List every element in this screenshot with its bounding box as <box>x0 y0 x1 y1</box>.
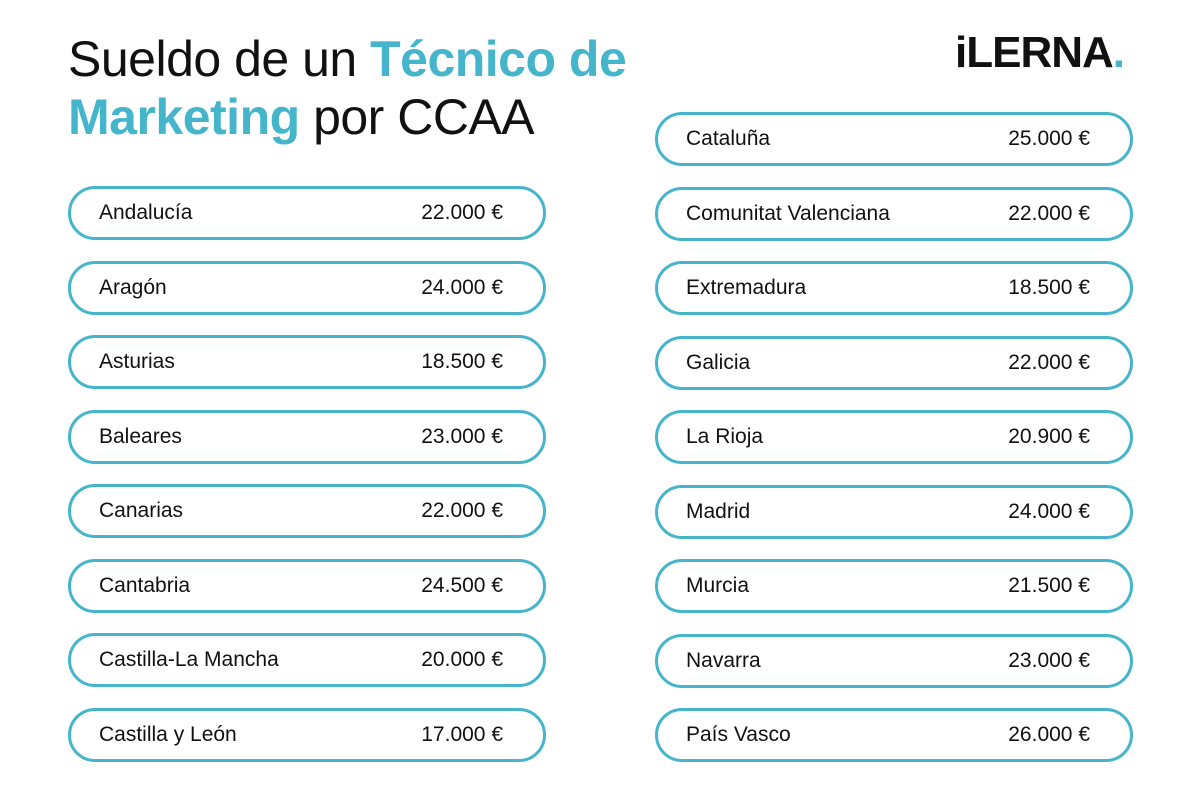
region-name: Castilla y León <box>99 722 237 746</box>
salary-value: 24.500 € <box>421 573 503 597</box>
salary-value: 21.500 € <box>1008 574 1090 597</box>
region-name: Canarias <box>99 499 184 522</box>
salary-row-baleares <box>68 410 546 464</box>
salary-value: 22.000 € <box>1008 201 1090 225</box>
salary-row-andalucia <box>68 186 546 240</box>
region-name: Galicia <box>686 350 751 374</box>
salary-row-cantabria <box>68 559 546 613</box>
salary-value: 26.000 € <box>1008 723 1090 746</box>
region-name: La Rioja <box>686 425 764 448</box>
region-name: Asturias <box>99 350 175 373</box>
region-name: Murcia <box>686 574 750 597</box>
right-salary-list <box>655 112 1133 783</box>
salary-row-la-rioja <box>655 410 1133 464</box>
region-name: País Vasco <box>686 723 791 746</box>
title-accent-2: Marketing <box>68 89 300 145</box>
salary-value: 22.000 € <box>1008 350 1090 374</box>
region-name: Madrid <box>686 499 751 523</box>
region-name: Castilla-La Mancha <box>99 648 279 671</box>
salary-value: 25.000 € <box>1008 127 1090 150</box>
salary-value: 18.500 € <box>421 350 503 373</box>
salary-value: 18.500 € <box>1008 276 1090 299</box>
region-name: Navarra <box>686 648 761 672</box>
salary-value: 22.000 € <box>421 499 503 522</box>
region-name: Baleares <box>99 424 182 448</box>
title-text-1: Sueldo de un <box>68 31 371 87</box>
salary-row-aragon <box>68 261 546 315</box>
salary-row-cataluna <box>655 112 1133 166</box>
page-title <box>68 30 626 146</box>
left-salary-list <box>68 186 546 782</box>
salary-row-castilla-la-mancha <box>68 633 546 687</box>
region-name: Aragón <box>99 275 167 299</box>
salary-row-canarias <box>68 484 546 538</box>
salary-value: 20.900 € <box>1008 425 1090 448</box>
salary-row-madrid <box>655 485 1133 539</box>
region-name: Comunitat Valenciana <box>686 201 890 225</box>
logo-dot: . <box>1112 28 1125 77</box>
salary-value: 17.000 € <box>421 722 503 746</box>
salary-value: 23.000 € <box>421 424 503 448</box>
salary-value: 23.000 € <box>1008 648 1090 672</box>
title-text-2: por CCAA <box>299 89 535 145</box>
region-name: Cantabria <box>99 573 191 597</box>
salary-row-castilla-y-leon <box>68 708 546 762</box>
region-name: Andalucía <box>99 201 193 224</box>
logo-text: iLERNA <box>955 28 1113 77</box>
salary-row-extremadura <box>655 261 1133 315</box>
salary-value: 20.000 € <box>421 648 503 671</box>
ilerna-logo <box>955 28 1124 78</box>
salary-row-navarra <box>655 634 1133 688</box>
region-name: Extremadura <box>686 276 807 299</box>
salary-row-galicia <box>655 336 1133 390</box>
salary-value: 22.000 € <box>421 201 503 224</box>
salary-row-murcia <box>655 559 1133 613</box>
salary-value: 24.000 € <box>1008 499 1090 523</box>
salary-value: 24.000 € <box>421 275 503 299</box>
salary-row-comunitat-valenciana <box>655 187 1133 241</box>
salary-row-asturias <box>68 335 546 389</box>
salary-row-pais-vasco <box>655 708 1133 762</box>
title-accent-1: Técnico de <box>370 31 627 87</box>
region-name: Cataluña <box>686 127 771 150</box>
